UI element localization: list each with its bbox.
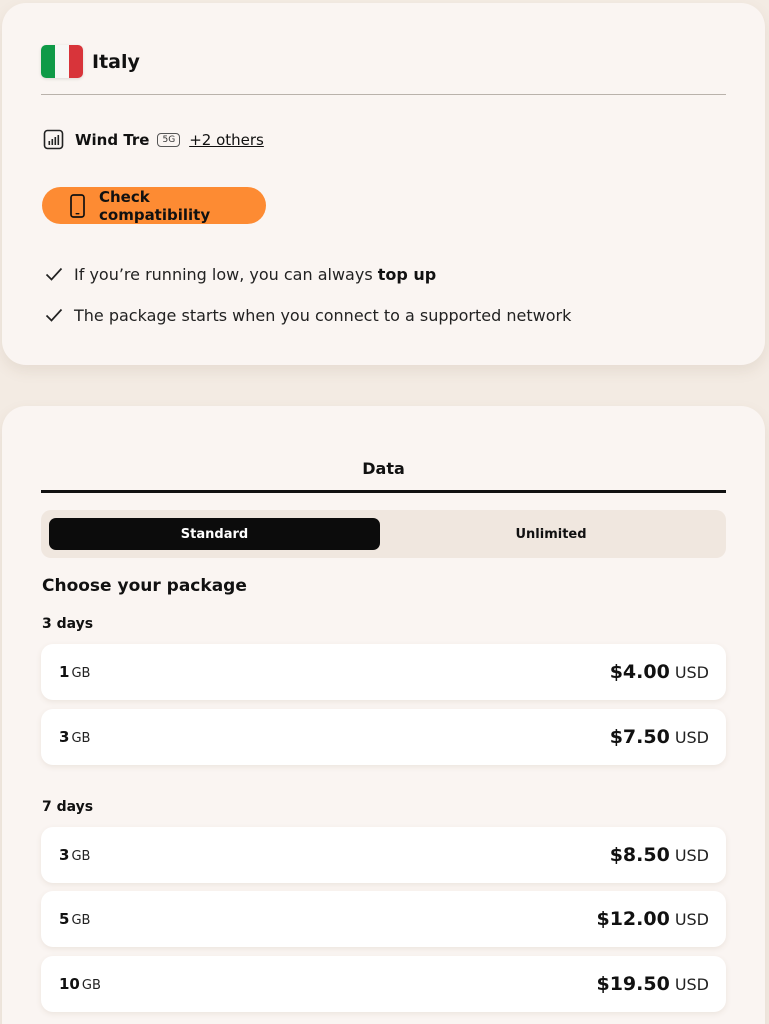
price-currency: USD <box>674 975 709 994</box>
package-start-text: The package starts when you connect to a supported network <box>74 305 572 325</box>
package-amount: 1 <box>59 663 70 681</box>
package-size <box>59 975 101 993</box>
italy-flag-icon <box>41 45 83 78</box>
country-name: Italy <box>92 50 140 73</box>
unlimited-toggle-button[interactable]: Unlimited <box>515 526 587 542</box>
price-value: $19.50 <box>596 973 670 995</box>
duration-heading: 3 days <box>42 616 94 632</box>
package-unit: GB <box>81 978 101 993</box>
country-header <box>41 45 140 78</box>
check-compatibility-button[interactable] <box>42 187 266 224</box>
tab-data-underline <box>41 490 726 493</box>
package-price <box>610 726 709 748</box>
package-price <box>610 661 709 683</box>
tab-data[interactable]: Data <box>362 459 405 478</box>
packages-card <box>2 406 765 1024</box>
header-divider <box>41 94 726 95</box>
package-option[interactable] <box>41 891 726 947</box>
package-unit: GB <box>71 849 91 864</box>
package-price <box>596 973 709 995</box>
topup-emphasis: top up <box>377 264 437 284</box>
price-currency: USD <box>674 846 709 865</box>
package-amount: 5 <box>59 910 70 928</box>
price-currency: USD <box>674 728 709 747</box>
checkmark-icon <box>44 305 64 325</box>
duration-heading: 7 days <box>42 799 94 815</box>
topup-text: If you’re running low, you can always top up <box>74 264 437 284</box>
package-option[interactable] <box>41 709 726 765</box>
package-unit: GB <box>71 666 91 681</box>
package-size <box>59 663 90 681</box>
other-networks-link[interactable]: +2 others <box>189 130 264 149</box>
package-option[interactable] <box>41 827 726 883</box>
signal-bars-icon <box>43 129 64 150</box>
package-size <box>59 910 90 928</box>
package-price <box>596 908 709 930</box>
check-compatibility-label: Check compatibility <box>99 187 211 224</box>
package-unit: GB <box>71 913 91 928</box>
package-start-info <box>44 305 571 325</box>
plan-type-toggle <box>41 510 726 558</box>
price-value: $7.50 <box>609 726 670 748</box>
package-amount: 3 <box>59 846 70 864</box>
price-value: $8.50 <box>609 844 670 866</box>
package-option[interactable] <box>41 956 726 1012</box>
package-size <box>59 846 90 864</box>
choose-package-title: Choose your package <box>42 576 247 596</box>
package-price <box>610 844 709 866</box>
standard-toggle-button[interactable]: Standard <box>49 518 380 550</box>
package-size <box>59 728 90 746</box>
price-currency: USD <box>674 663 709 682</box>
5g-badge: 5G <box>157 133 180 147</box>
package-unit: GB <box>71 731 91 746</box>
network-row <box>43 129 264 150</box>
topup-info <box>44 264 436 284</box>
network-name: Wind Tre <box>75 130 150 149</box>
price-currency: USD <box>674 910 709 929</box>
package-option[interactable] <box>41 644 726 700</box>
smartphone-icon <box>69 194 86 218</box>
package-amount: 3 <box>59 728 70 746</box>
destination-card <box>2 3 765 365</box>
package-amount: 10 <box>59 975 80 993</box>
price-value: $4.00 <box>609 661 670 683</box>
checkmark-icon <box>44 264 64 284</box>
price-value: $12.00 <box>596 908 670 930</box>
